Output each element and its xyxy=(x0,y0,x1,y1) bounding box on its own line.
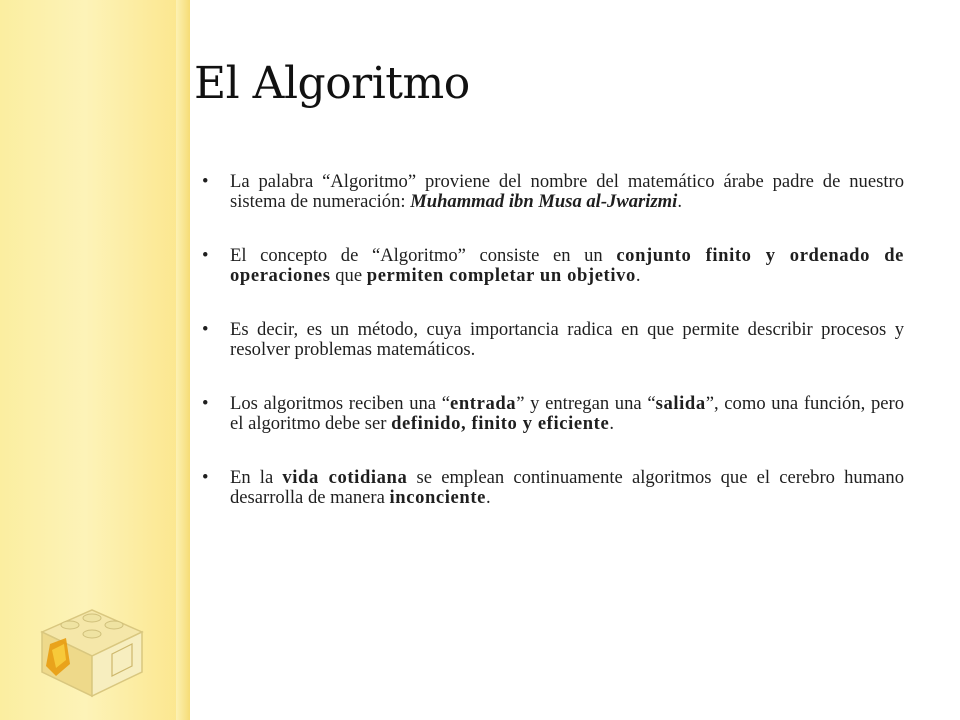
bullet-text: ” y entregan una “ xyxy=(516,393,656,414)
bullet-text: En la xyxy=(230,467,283,488)
bullet-text: Es decir, es un método, cuya importancia radica en que permite describir procesos y resolver problemas matemáticos. xyxy=(230,319,904,360)
bullet-text: . xyxy=(635,265,641,286)
bullet-marker: • xyxy=(202,245,209,266)
bullet-item xyxy=(202,172,904,212)
bullet-text: . xyxy=(485,487,491,508)
emphasis-text: definido, finito y eficiente xyxy=(391,413,610,434)
bullet-text: ”, como una función, pero el algoritmo debe ser xyxy=(230,393,905,434)
bullet-text: que xyxy=(330,265,367,286)
emphasis-text: entrada xyxy=(450,393,517,414)
emphasis-text: Muhammad ibn Musa al-Jwarizmi xyxy=(410,191,678,212)
bullet-item xyxy=(202,468,904,508)
bullet-marker: • xyxy=(202,171,209,192)
sidebar-edge xyxy=(176,0,190,720)
bullet-marker: • xyxy=(202,319,209,340)
bullet-text: . xyxy=(677,191,682,212)
emphasis-text: inconciente xyxy=(389,487,486,508)
bullet-item xyxy=(202,246,904,286)
emphasis-text: permiten completar un objetivo xyxy=(366,265,636,286)
bullet-marker: • xyxy=(202,393,209,414)
slide-title: El Algoritmo xyxy=(194,58,470,109)
emphasis-text: conjunto finito y ordenado de operaciones xyxy=(230,245,904,286)
lego-brick-logo-icon xyxy=(22,592,152,702)
bullet-item xyxy=(202,394,904,434)
bullet-marker: • xyxy=(202,467,209,488)
bullet-text: . xyxy=(609,413,614,434)
bullet-text: La palabra “Algoritmo” proviene del nombre del matemático árabe padre de nuestro sistema de numeración: xyxy=(230,171,904,212)
bullet-text: El concepto de “Algoritmo” consiste en un xyxy=(230,245,617,266)
bullet-text: se emplean continuamente algoritmos que el cerebro humano desarrolla de manera xyxy=(230,467,905,508)
bullet-item xyxy=(202,320,904,360)
bullet-list xyxy=(202,172,904,542)
emphasis-text: salida xyxy=(655,393,706,414)
emphasis-text: vida cotidiana xyxy=(282,467,408,488)
bullet-text: Los algoritmos reciben una “ xyxy=(230,393,450,414)
